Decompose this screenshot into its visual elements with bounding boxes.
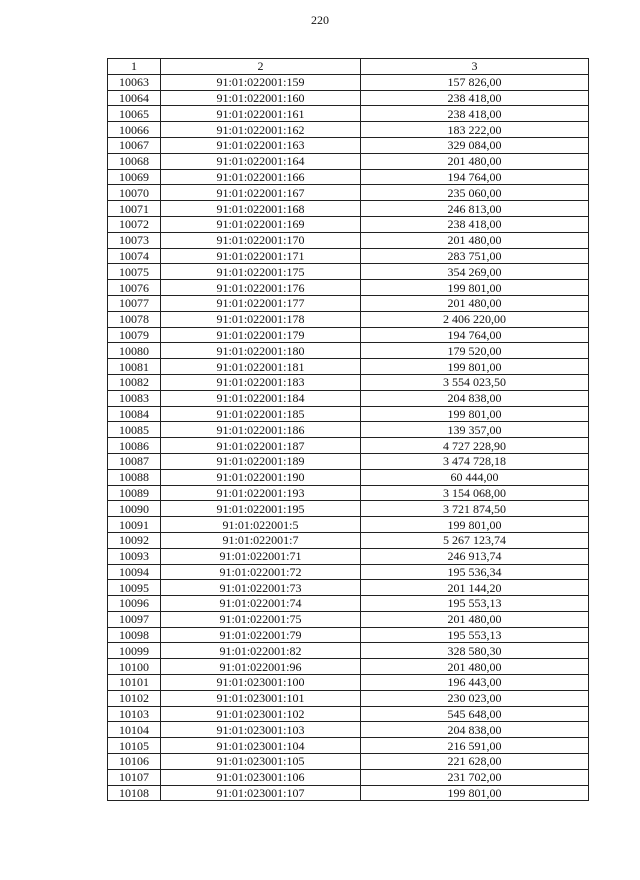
cadastral-number-cell: 91:01:023001:107 xyxy=(161,785,361,801)
value-cell: 3 154 068,00 xyxy=(361,485,589,501)
value-cell: 204 838,00 xyxy=(361,722,589,738)
row-number-cell: 10069 xyxy=(108,169,161,185)
row-number-cell: 10098 xyxy=(108,627,161,643)
row-number-cell: 10077 xyxy=(108,295,161,311)
table-header xyxy=(108,59,589,75)
table-row xyxy=(108,643,589,659)
cadastral-number-cell: 91:01:022001:186 xyxy=(161,422,361,438)
table-row xyxy=(108,453,589,469)
table-row xyxy=(108,611,589,627)
row-number-cell: 10088 xyxy=(108,469,161,485)
table-row xyxy=(108,90,589,106)
row-number-cell: 10093 xyxy=(108,548,161,564)
cadastral-number-cell: 91:01:022001:187 xyxy=(161,438,361,454)
value-cell: 157 826,00 xyxy=(361,74,589,90)
table-row xyxy=(108,469,589,485)
table-row xyxy=(108,580,589,596)
value-cell: 194 764,00 xyxy=(361,327,589,343)
table-row xyxy=(108,311,589,327)
value-cell: 246 813,00 xyxy=(361,201,589,217)
value-cell: 201 480,00 xyxy=(361,659,589,675)
row-number-cell: 10065 xyxy=(108,106,161,122)
cadastral-number-cell: 91:01:022001:183 xyxy=(161,374,361,390)
table-row xyxy=(108,754,589,770)
row-number-cell: 10083 xyxy=(108,390,161,406)
value-cell: 179 520,00 xyxy=(361,343,589,359)
row-number-cell: 10070 xyxy=(108,185,161,201)
cadastral-number-cell: 91:01:022001:179 xyxy=(161,327,361,343)
value-cell: 195 553,13 xyxy=(361,627,589,643)
table-row xyxy=(108,659,589,675)
value-cell: 201 480,00 xyxy=(361,232,589,248)
value-cell: 196 443,00 xyxy=(361,675,589,691)
table-row xyxy=(108,438,589,454)
value-cell: 201 480,00 xyxy=(361,295,589,311)
cadastral-number-cell: 91:01:022001:178 xyxy=(161,311,361,327)
value-cell: 2 406 220,00 xyxy=(361,311,589,327)
table-row xyxy=(108,785,589,801)
value-cell: 199 801,00 xyxy=(361,785,589,801)
table-row xyxy=(108,232,589,248)
row-number-cell: 10078 xyxy=(108,311,161,327)
table-row xyxy=(108,422,589,438)
row-number-cell: 10073 xyxy=(108,232,161,248)
table-row xyxy=(108,532,589,548)
table-row xyxy=(108,738,589,754)
row-number-cell: 10095 xyxy=(108,580,161,596)
value-cell: 195 553,13 xyxy=(361,596,589,612)
value-cell: 283 751,00 xyxy=(361,248,589,264)
row-number-cell: 10085 xyxy=(108,422,161,438)
value-cell: 221 628,00 xyxy=(361,754,589,770)
cadastral-number-cell: 91:01:023001:106 xyxy=(161,769,361,785)
registry-table xyxy=(107,58,589,801)
row-number-cell: 10084 xyxy=(108,406,161,422)
column-header-3: 3 xyxy=(361,59,589,75)
row-number-cell: 10101 xyxy=(108,675,161,691)
cadastral-number-cell: 91:01:022001:181 xyxy=(161,359,361,375)
table-row xyxy=(108,343,589,359)
value-cell: 204 838,00 xyxy=(361,390,589,406)
table-row xyxy=(108,406,589,422)
table-row xyxy=(108,359,589,375)
cadastral-number-cell: 91:01:022001:71 xyxy=(161,548,361,564)
row-number-cell: 10103 xyxy=(108,706,161,722)
table-row xyxy=(108,106,589,122)
row-number-cell: 10100 xyxy=(108,659,161,675)
table-row xyxy=(108,295,589,311)
value-cell: 60 444,00 xyxy=(361,469,589,485)
row-number-cell: 10067 xyxy=(108,137,161,153)
table-row xyxy=(108,185,589,201)
cadastral-number-cell: 91:01:022001:175 xyxy=(161,264,361,280)
table-row xyxy=(108,169,589,185)
table-row xyxy=(108,722,589,738)
value-cell: 246 913,74 xyxy=(361,548,589,564)
cadastral-number-cell: 91:01:022001:177 xyxy=(161,295,361,311)
table-row xyxy=(108,153,589,169)
cadastral-number-cell: 91:01:022001:171 xyxy=(161,248,361,264)
row-number-cell: 10099 xyxy=(108,643,161,659)
value-cell: 199 801,00 xyxy=(361,359,589,375)
value-cell: 235 060,00 xyxy=(361,185,589,201)
header-row xyxy=(108,59,589,75)
row-number-cell: 10107 xyxy=(108,769,161,785)
table-row xyxy=(108,74,589,90)
value-cell: 545 648,00 xyxy=(361,706,589,722)
row-number-cell: 10108 xyxy=(108,785,161,801)
row-number-cell: 10087 xyxy=(108,453,161,469)
table-row xyxy=(108,327,589,343)
row-number-cell: 10071 xyxy=(108,201,161,217)
cadastral-number-cell: 91:01:022001:169 xyxy=(161,216,361,232)
cadastral-number-cell: 91:01:022001:162 xyxy=(161,122,361,138)
cadastral-number-cell: 91:01:022001:73 xyxy=(161,580,361,596)
table-row xyxy=(108,675,589,691)
table-row xyxy=(108,374,589,390)
row-number-cell: 10074 xyxy=(108,248,161,264)
table-row xyxy=(108,280,589,296)
cadastral-number-cell: 91:01:022001:159 xyxy=(161,74,361,90)
row-number-cell: 10075 xyxy=(108,264,161,280)
value-cell: 201 480,00 xyxy=(361,611,589,627)
column-header-1: 1 xyxy=(108,59,161,75)
table-row xyxy=(108,122,589,138)
table-row xyxy=(108,248,589,264)
cadastral-number-cell: 91:01:022001:176 xyxy=(161,280,361,296)
table-row xyxy=(108,137,589,153)
row-number-cell: 10094 xyxy=(108,564,161,580)
cadastral-number-cell: 91:01:022001:163 xyxy=(161,137,361,153)
value-cell: 238 418,00 xyxy=(361,106,589,122)
cadastral-number-cell: 91:01:022001:96 xyxy=(161,659,361,675)
table-row xyxy=(108,485,589,501)
row-number-cell: 10063 xyxy=(108,74,161,90)
value-cell: 3 721 874,50 xyxy=(361,501,589,517)
value-cell: 230 023,00 xyxy=(361,690,589,706)
cadastral-number-cell: 91:01:022001:164 xyxy=(161,153,361,169)
cadastral-number-cell: 91:01:022001:167 xyxy=(161,185,361,201)
row-number-cell: 10106 xyxy=(108,754,161,770)
value-cell: 201 144,20 xyxy=(361,580,589,596)
cadastral-number-cell: 91:01:023001:103 xyxy=(161,722,361,738)
row-number-cell: 10097 xyxy=(108,611,161,627)
row-number-cell: 10102 xyxy=(108,690,161,706)
table-row xyxy=(108,564,589,580)
row-number-cell: 10086 xyxy=(108,438,161,454)
value-cell: 199 801,00 xyxy=(361,517,589,533)
table-row xyxy=(108,596,589,612)
value-cell: 194 764,00 xyxy=(361,169,589,185)
cadastral-number-cell: 91:01:023001:105 xyxy=(161,754,361,770)
page-number: 220 xyxy=(311,13,329,27)
cadastral-number-cell: 91:01:022001:82 xyxy=(161,643,361,659)
row-number-cell: 10068 xyxy=(108,153,161,169)
cadastral-number-cell: 91:01:022001:79 xyxy=(161,627,361,643)
table-row xyxy=(108,264,589,280)
table-body xyxy=(108,74,589,801)
row-number-cell: 10090 xyxy=(108,501,161,517)
table-row xyxy=(108,769,589,785)
row-number-cell: 10091 xyxy=(108,517,161,533)
table-row xyxy=(108,690,589,706)
value-cell: 329 084,00 xyxy=(361,137,589,153)
column-header-2: 2 xyxy=(161,59,361,75)
table-row xyxy=(108,201,589,217)
cadastral-number-cell: 91:01:022001:193 xyxy=(161,485,361,501)
value-cell: 201 480,00 xyxy=(361,153,589,169)
cadastral-number-cell: 91:01:022001:166 xyxy=(161,169,361,185)
cadastral-number-cell: 91:01:023001:104 xyxy=(161,738,361,754)
row-number-cell: 10092 xyxy=(108,532,161,548)
row-number-cell: 10066 xyxy=(108,122,161,138)
table-row xyxy=(108,501,589,517)
cadastral-number-cell: 91:01:022001:189 xyxy=(161,453,361,469)
cadastral-number-cell: 91:01:022001:160 xyxy=(161,90,361,106)
cadastral-number-cell: 91:01:022001:74 xyxy=(161,596,361,612)
table-row xyxy=(108,627,589,643)
value-cell: 216 591,00 xyxy=(361,738,589,754)
row-number-cell: 10079 xyxy=(108,327,161,343)
table-row xyxy=(108,390,589,406)
cadastral-number-cell: 91:01:022001:180 xyxy=(161,343,361,359)
value-cell: 199 801,00 xyxy=(361,280,589,296)
cadastral-number-cell: 91:01:022001:75 xyxy=(161,611,361,627)
value-cell: 139 357,00 xyxy=(361,422,589,438)
cadastral-number-cell: 91:01:022001:184 xyxy=(161,390,361,406)
value-cell: 199 801,00 xyxy=(361,406,589,422)
table-row xyxy=(108,548,589,564)
row-number-cell: 10072 xyxy=(108,216,161,232)
cadastral-number-cell: 91:01:022001:170 xyxy=(161,232,361,248)
cadastral-number-cell: 91:01:023001:100 xyxy=(161,675,361,691)
row-number-cell: 10096 xyxy=(108,596,161,612)
row-number-cell: 10076 xyxy=(108,280,161,296)
table-row xyxy=(108,706,589,722)
cadastral-number-cell: 91:01:023001:101 xyxy=(161,690,361,706)
value-cell: 328 580,30 xyxy=(361,643,589,659)
cadastral-number-cell: 91:01:022001:5 xyxy=(161,517,361,533)
row-number-cell: 10089 xyxy=(108,485,161,501)
row-number-cell: 10064 xyxy=(108,90,161,106)
row-number-cell: 10105 xyxy=(108,738,161,754)
value-cell: 195 536,34 xyxy=(361,564,589,580)
value-cell: 3 554 023,50 xyxy=(361,374,589,390)
value-cell: 4 727 228,90 xyxy=(361,438,589,454)
cadastral-number-cell: 91:01:022001:195 xyxy=(161,501,361,517)
value-cell: 5 267 123,74 xyxy=(361,532,589,548)
value-cell: 354 269,00 xyxy=(361,264,589,280)
row-number-cell: 10082 xyxy=(108,374,161,390)
cadastral-number-cell: 91:01:022001:168 xyxy=(161,201,361,217)
row-number-cell: 10104 xyxy=(108,722,161,738)
cadastral-number-cell: 91:01:023001:102 xyxy=(161,706,361,722)
table-row xyxy=(108,517,589,533)
value-cell: 231 702,00 xyxy=(361,769,589,785)
cadastral-number-cell: 91:01:022001:72 xyxy=(161,564,361,580)
cadastral-number-cell: 91:01:022001:7 xyxy=(161,532,361,548)
value-cell: 3 474 728,18 xyxy=(361,453,589,469)
cadastral-number-cell: 91:01:022001:190 xyxy=(161,469,361,485)
cadastral-number-cell: 91:01:022001:185 xyxy=(161,406,361,422)
row-number-cell: 10080 xyxy=(108,343,161,359)
value-cell: 238 418,00 xyxy=(361,216,589,232)
value-cell: 238 418,00 xyxy=(361,90,589,106)
value-cell: 183 222,00 xyxy=(361,122,589,138)
cadastral-number-cell: 91:01:022001:161 xyxy=(161,106,361,122)
row-number-cell: 10081 xyxy=(108,359,161,375)
table-row xyxy=(108,216,589,232)
